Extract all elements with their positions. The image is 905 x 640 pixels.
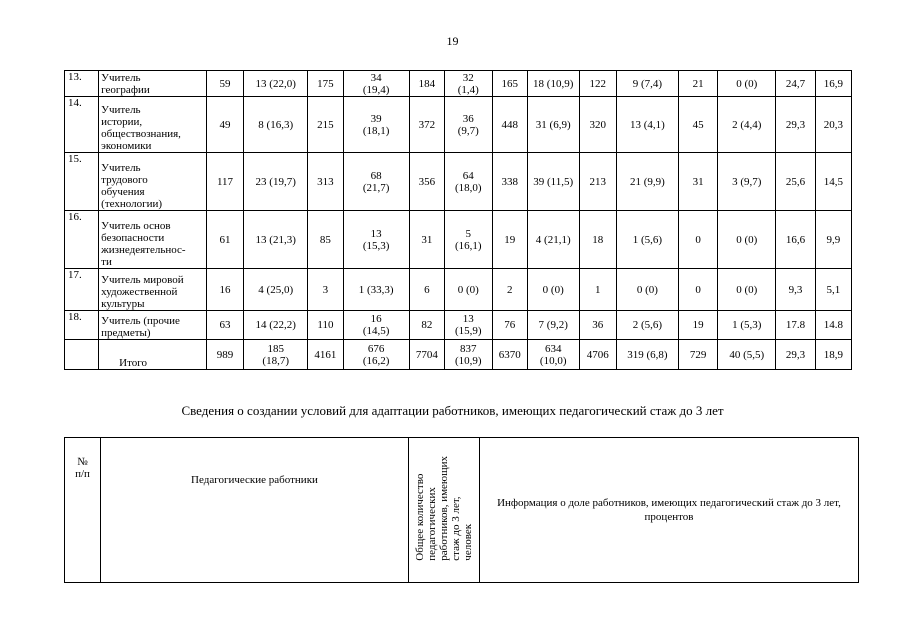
row-cell: 82	[409, 311, 444, 340]
row-cell: 39 (18,1)	[343, 97, 409, 153]
row-cell: 36 (9,7)	[444, 97, 492, 153]
row-cell: 13 (22,0)	[244, 71, 308, 97]
row-cell: 9,3	[776, 269, 815, 311]
row-cell: 32 (1,4)	[444, 71, 492, 97]
row-cell: 320	[579, 97, 616, 153]
row-cell: 0 (0)	[616, 269, 678, 311]
row-cell: 7704	[409, 340, 444, 370]
table-row	[65, 97, 852, 153]
row-cell: 448	[492, 97, 527, 153]
row-cell: 2 (4,4)	[718, 97, 776, 153]
row-cell: 0 (0)	[718, 269, 776, 311]
row-cell: 13 (15,9)	[444, 311, 492, 340]
row-cell: 185 (18,7)	[244, 340, 308, 370]
header-info: Информация о доле работников, имеющих педагогический стаж до 3 лет, процентов	[480, 438, 859, 583]
table-row	[65, 269, 852, 311]
row-cell: 49	[206, 97, 243, 153]
row-cell: 1 (5,3)	[718, 311, 776, 340]
row-cell: 0 (0)	[527, 269, 579, 311]
row-position-name: Учитель основ безопасности жизнедеятельнос- ти	[99, 211, 207, 269]
row-cell: 29,3	[776, 340, 815, 370]
section-title: Сведения о создании условий для адаптации работников, имеющих педагогический стаж до 3 лет	[181, 403, 724, 418]
total-row	[65, 340, 852, 370]
row-cell: 34 (19,4)	[343, 71, 409, 97]
row-cell: 64 (18,0)	[444, 153, 492, 211]
row-cell: 5 (16,1)	[444, 211, 492, 269]
row-cell: 18	[579, 211, 616, 269]
header-count	[409, 438, 480, 583]
row-cell: 16,9	[815, 71, 851, 97]
row-cell: 16,6	[776, 211, 815, 269]
page-number: 19	[446, 34, 459, 48]
row-cell: 175	[308, 71, 343, 97]
row-cell: 0	[678, 269, 717, 311]
row-cell: 338	[492, 153, 527, 211]
row-cell: 39 (11,5)	[527, 153, 579, 211]
row-cell: 21 (9,9)	[616, 153, 678, 211]
row-cell: 676 (16,2)	[343, 340, 409, 370]
row-cell: 4706	[579, 340, 616, 370]
row-cell: 729	[678, 340, 717, 370]
row-cell: 18 (10,9)	[527, 71, 579, 97]
row-cell: 13 (4,1)	[616, 97, 678, 153]
row-cell: 213	[579, 153, 616, 211]
row-cell: 85	[308, 211, 343, 269]
row-cell: 17.8	[776, 311, 815, 340]
row-cell: 989	[206, 340, 243, 370]
row-cell: 24,7	[776, 71, 815, 97]
row-cell: 9,9	[815, 211, 851, 269]
row-cell: 21	[678, 71, 717, 97]
row-cell: 2 (5,6)	[616, 311, 678, 340]
row-position-name: Учитель трудового обучения (технологии)	[99, 153, 207, 211]
row-cell: 1 (5,6)	[616, 211, 678, 269]
row-cell: 36	[579, 311, 616, 340]
row-cell: 3 (9,7)	[718, 153, 776, 211]
row-number: 14.	[65, 97, 99, 153]
row-cell: 61	[206, 211, 243, 269]
row-cell: 122	[579, 71, 616, 97]
row-cell: 2	[492, 269, 527, 311]
row-cell: 0 (0)	[718, 71, 776, 97]
header-number-text: № п/п	[75, 456, 90, 480]
row-cell: 6370	[492, 340, 527, 370]
row-number	[65, 340, 99, 370]
row-cell: 14 (22,2)	[244, 311, 308, 340]
row-cell: 25,6	[776, 153, 815, 211]
row-cell: 31 (6,9)	[527, 97, 579, 153]
table-row	[65, 211, 852, 269]
row-cell: 9 (7,4)	[616, 71, 678, 97]
row-position-name: Учитель (прочие предметы)	[99, 311, 207, 340]
row-cell: 110	[308, 311, 343, 340]
row-cell: 184	[409, 71, 444, 97]
row-position-name: Учитель мировой художественной культуры	[99, 269, 207, 311]
row-number: 17.	[65, 269, 99, 311]
row-cell: 4 (25,0)	[244, 269, 308, 311]
row-number: 13.	[65, 71, 99, 97]
row-cell: 0 (0)	[444, 269, 492, 311]
row-cell: 16 (14,5)	[343, 311, 409, 340]
row-cell: 356	[409, 153, 444, 211]
row-cell: 76	[492, 311, 527, 340]
header-number	[65, 438, 101, 583]
row-cell: 313	[308, 153, 343, 211]
teachers-table	[64, 70, 852, 370]
row-position-name: Итого	[99, 340, 207, 370]
row-cell: 0 (0)	[718, 211, 776, 269]
row-cell: 63	[206, 311, 243, 340]
row-cell: 68 (21,7)	[343, 153, 409, 211]
row-cell: 837 (10,9)	[444, 340, 492, 370]
row-cell: 4161	[308, 340, 343, 370]
row-position-name: Учитель географии	[99, 71, 207, 97]
row-cell: 3	[308, 269, 343, 311]
row-cell: 1 (33,3)	[343, 269, 409, 311]
row-cell: 7 (9,2)	[527, 311, 579, 340]
row-cell: 634 (10,0)	[527, 340, 579, 370]
row-cell: 20,3	[815, 97, 851, 153]
row-cell: 215	[308, 97, 343, 153]
header-workers: Педагогические работники	[101, 438, 409, 583]
row-cell: 319 (6,8)	[616, 340, 678, 370]
row-cell: 18,9	[815, 340, 851, 370]
adaptation-table-header	[64, 437, 859, 583]
row-cell: 165	[492, 71, 527, 97]
row-cell: 23 (19,7)	[244, 153, 308, 211]
row-cell: 31	[409, 211, 444, 269]
row-cell: 45	[678, 97, 717, 153]
row-cell: 1	[579, 269, 616, 311]
row-cell: 372	[409, 97, 444, 153]
row-position-name: Учитель истории, обществознания, экономики	[99, 97, 207, 153]
row-number: 18.	[65, 311, 99, 340]
row-cell: 14,5	[815, 153, 851, 211]
table-row	[65, 71, 852, 97]
row-number: 15.	[65, 153, 99, 211]
row-cell: 31	[678, 153, 717, 211]
header-count-text: Общее количество педагогических работников, имеющих стаж до 3 лет, человек	[414, 456, 474, 561]
row-cell: 13 (21,3)	[244, 211, 308, 269]
row-cell: 16	[206, 269, 243, 311]
table-row	[65, 153, 852, 211]
row-cell: 4 (21,1)	[527, 211, 579, 269]
row-cell: 117	[206, 153, 243, 211]
row-cell: 13 (15,3)	[343, 211, 409, 269]
row-cell: 59	[206, 71, 243, 97]
table-row	[65, 311, 852, 340]
row-cell: 8 (16,3)	[244, 97, 308, 153]
row-cell: 19	[492, 211, 527, 269]
row-cell: 0	[678, 211, 717, 269]
row-cell: 19	[678, 311, 717, 340]
row-number: 16.	[65, 211, 99, 269]
row-cell: 29,3	[776, 97, 815, 153]
row-cell: 40 (5,5)	[718, 340, 776, 370]
row-cell: 14.8	[815, 311, 851, 340]
row-cell: 5,1	[815, 269, 851, 311]
row-cell: 6	[409, 269, 444, 311]
